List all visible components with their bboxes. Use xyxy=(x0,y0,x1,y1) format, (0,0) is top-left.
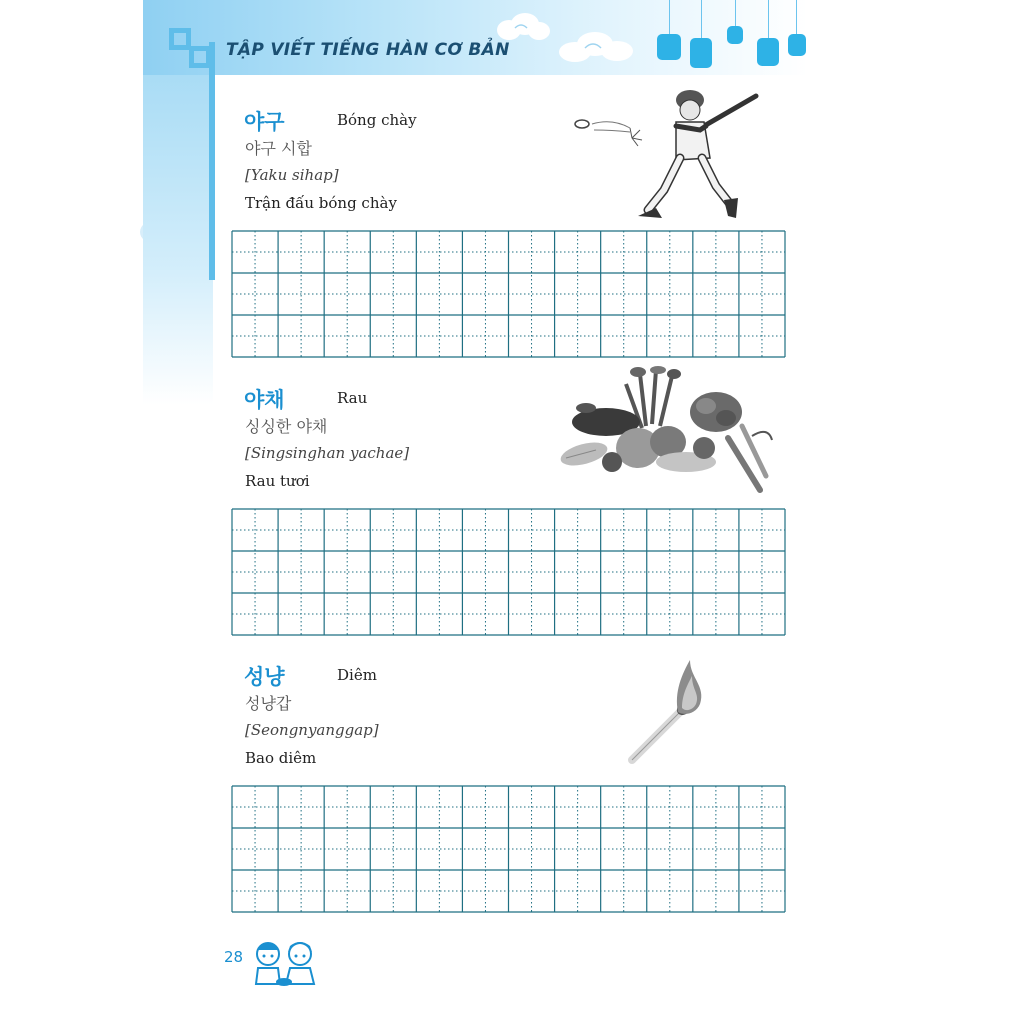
vegetables-illustration xyxy=(556,366,776,506)
lantern-icon xyxy=(757,38,779,66)
romanization: [Seongnyanggap] xyxy=(245,721,379,739)
example-phrase: 야구 시합 xyxy=(245,139,312,158)
example-phrase: 싱싱한 야채 xyxy=(245,417,328,436)
writing-practice-grid[interactable] xyxy=(231,785,786,913)
phrase-translation: Trận đấu bóng chày xyxy=(245,194,397,212)
romanization: [Singsinghan yachae] xyxy=(245,444,410,462)
lit-match-illustration xyxy=(620,656,720,772)
word-meaning: Bóng chày xyxy=(337,111,417,129)
frame-corner-decoration xyxy=(189,46,211,68)
lantern-icon xyxy=(690,38,712,68)
romanization: [Yaku sihap] xyxy=(245,166,339,184)
lantern-string xyxy=(669,0,670,36)
page-number: 28 xyxy=(224,948,244,966)
lantern-icon xyxy=(727,26,743,44)
word-meaning: Diêm xyxy=(337,666,377,684)
korean-word: 야채 xyxy=(244,388,285,412)
phrase-translation: Bao diêm xyxy=(245,749,317,767)
baseball-batter-illustration xyxy=(572,86,764,230)
word-meaning: Rau xyxy=(337,389,368,407)
lantern-icon xyxy=(657,34,681,60)
lantern-string xyxy=(768,0,769,40)
writing-practice-grid[interactable] xyxy=(231,230,786,358)
lantern-string xyxy=(735,0,736,28)
page-header-title: TẬP VIẾT TIẾNG HÀN CƠ BẢN xyxy=(226,40,510,60)
lantern-icon xyxy=(788,34,806,56)
side-sky-gradient xyxy=(143,75,213,405)
frame-vertical-bar xyxy=(209,42,215,280)
korean-word: 성냥 xyxy=(244,665,285,689)
two-children-mascot-icon xyxy=(252,940,324,990)
writing-practice-grid[interactable] xyxy=(231,508,786,636)
korean-word: 야구 xyxy=(244,110,285,134)
frame-corner-decoration xyxy=(169,28,191,50)
phrase-translation: Rau tươi xyxy=(245,472,310,490)
lantern-string xyxy=(701,0,702,40)
lantern-string xyxy=(796,0,797,34)
example-phrase: 성냥갑 xyxy=(245,694,292,713)
cloud-decoration xyxy=(557,30,635,68)
